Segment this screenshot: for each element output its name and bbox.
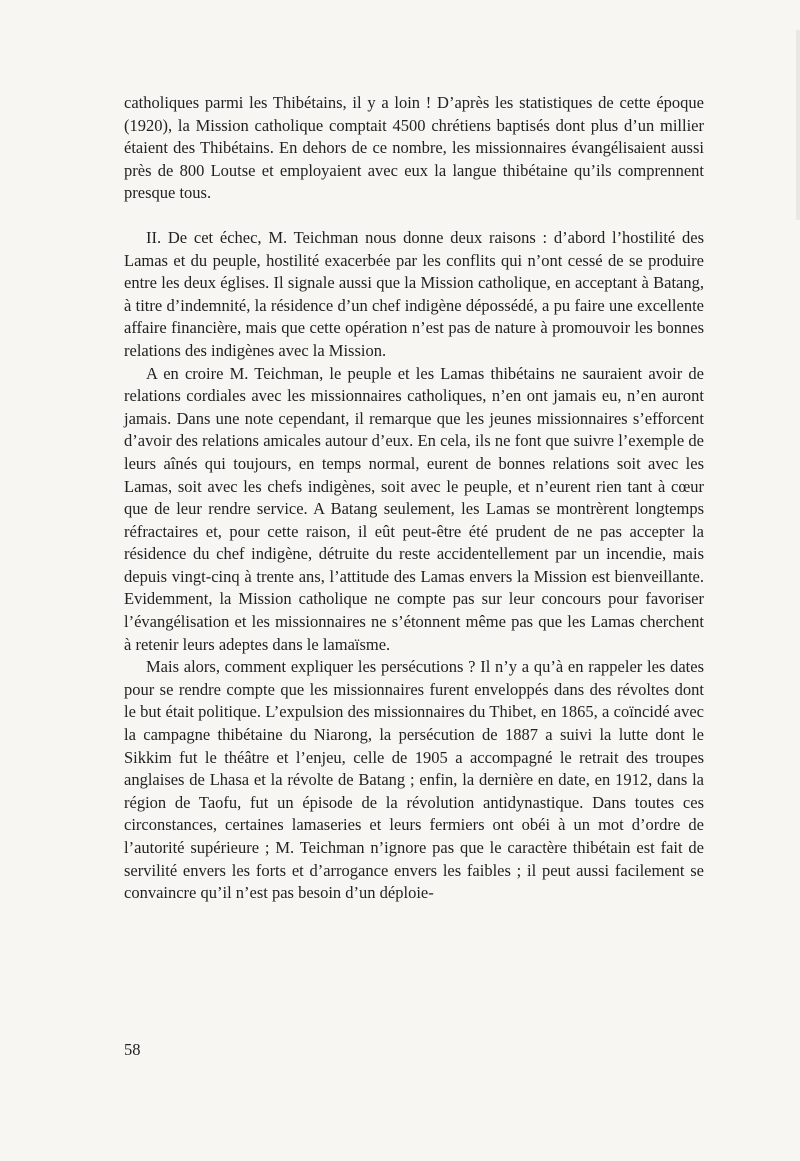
paragraph-teichman-opinion: A en croire M. Teichman, le peuple et les Lamas thibétains ne sauraient avoir de relations cordiales avec les missionnaires catholiques, n’en ont jamais eu, n’en auront jamais. Dans une note cependant, il remarque que les jeunes missionnaires s’efforcent d’avoir des relations amicales autour d’eux. En cela, ils ne font que suivre l’exemple de leurs aînés qui toujours, en temps normal, eurent de bonnes relations soit avec les Lamas, soit avec les chefs indigènes, soit avec le peuple, et n’eurent rien tant à cœur que de leur rendre service. A Batang seulement, les Lamas se montrèrent longtemps réfractaires et, pour cette raison, il eût peut-être été prudent de ne pas accepter la résidence du chef indigène, détruite du reste accidentellement par un incendie, mais depuis vingt-cinq à trente ans, l’attitude des Lamas envers la Mission est bienveillante. Evidemment, la Mission catholique ne compte pas sur leur concours pour favoriser l’évangélisation et les missionnaires ne s’étonnent même pas que les Lamas cherchent à retenir leurs adeptes dans le lamaïsme. [124,363,704,654]
page-body [124,92,704,905]
paragraph-persecutions: Mais alors, comment expliquer les persécutions ? Il n’y a qu’à en rappeler les dates pour se rendre compte que les missionnaires furent enveloppés dans des révoltes dont le but était politique. L’expulsion des missionnaires du Thibet, en 1865, a coïncidé avec la campagne thibétaine du Niarong, la persécution de 1887 a suivi la lutte dont le Sikkim fut le théâtre et l’enjeu, celle de 1905 a accompagné le retrait des troupes anglaises de Lhasa et la révolte de Batang ; enfin, la dernière en date, en 1912, dans la région de Taofu, fut un épisode de la révolution antidynastique. Dans toutes ces circonstances, certaines lamaseries et leurs fermiers ont obéi à un mot d’ordre de l’autorité supérieure ; M. Teichman n’ignore pas que le caractère thibétain est fait de servilité envers les forts et d’arrogance envers les faibles ; il peut aussi facilement se convaincre qu’il n’est pas besoin d’un déploie- [124,657,704,903]
scan-edge [796,30,800,220]
paragraph-section-ii: II. De cet échec, M. Teichman nous donne deux raisons : d’abord l’hostilité des Lamas et du peuple, hostilité exacerbée par les conflits qui n’ont cessé de se produire entre les deux églises. Il signale aussi que la Mission catholique, en acceptant à Batang, à titre d’indemnité, la résidence d’un chef indigène dépossédé, a pu faire une excellente affaire financière, mais que cette opération n’est pas de nature à promouvoir les bonnes relations des indigènes avec la Mission. [124,227,704,360]
paragraph-continuation: catholiques parmi les Thibétains, il y a loin ! D’après les statistiques de cette époque (1920), la Mission catholique comptait 4500 chrétiens baptisés dont plus d’un millier étaient des Thibétains. En dehors de ce nombre, les missionnaires évangélisaient aussi près de 800 Loutse et employaient avec eux la langue thibétaine qu’ils comprennent presque tous. [124,93,704,203]
page-number: 58 [124,1040,141,1059]
